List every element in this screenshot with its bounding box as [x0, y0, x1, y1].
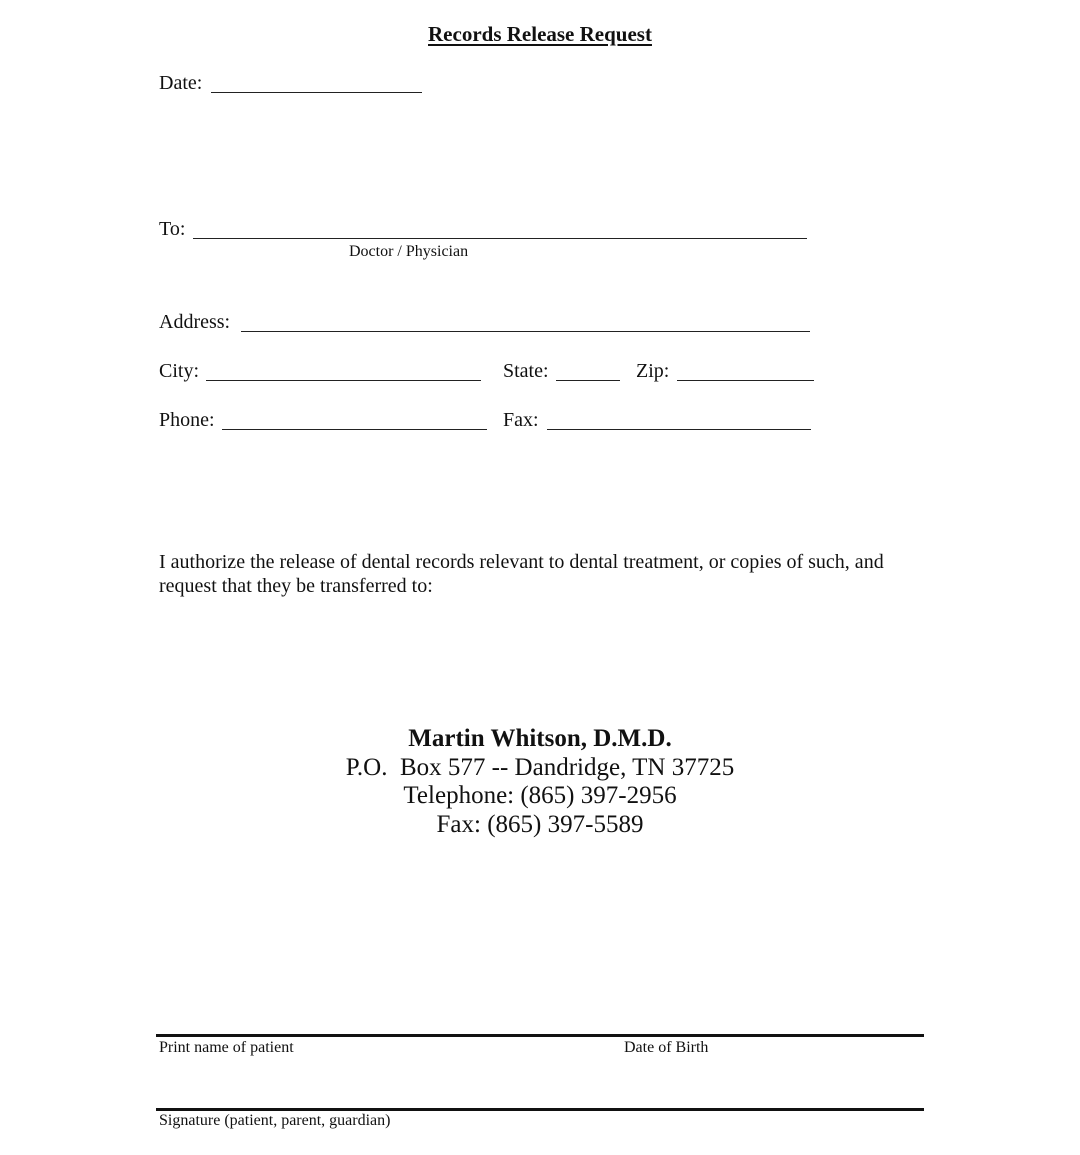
signature-label: Signature (patient, parent, guardian) — [159, 1112, 391, 1129]
fax-label: Fax: — [503, 409, 539, 431]
recipient-fax: Fax: (865) 397-5589 — [436, 810, 644, 838]
print-name-line[interactable] — [156, 1034, 924, 1037]
page-title: Records Release Request — [428, 22, 652, 46]
to-label: To: — [159, 218, 186, 240]
city-field[interactable] — [206, 380, 481, 381]
state-label: State: — [503, 360, 549, 382]
recipient-telephone: Telephone: (865) 397-2956 — [403, 782, 677, 809]
print-name-label: Print name of patient — [159, 1039, 294, 1056]
recipient-name: Martin Whitson, D.M.D. — [408, 725, 672, 752]
address-label: Address: — [159, 311, 231, 333]
address-field[interactable] — [241, 331, 810, 332]
recipient-address: P.O. Box 577 -- Dandridge, TN 37725 — [345, 753, 735, 781]
authorization-text: I authorize the release of dental records relevant to dental treatment, or copies of such, and request that they be transferred to: — [159, 551, 884, 597]
phone-label: Phone: — [159, 409, 215, 431]
to-sublabel: Doctor / Physician — [349, 243, 469, 260]
date-label: Date: — [159, 72, 203, 94]
phone-field[interactable] — [222, 429, 487, 430]
date-field[interactable] — [211, 92, 422, 93]
to-field[interactable] — [193, 238, 807, 239]
fax-field[interactable] — [547, 429, 811, 430]
dob-label: Date of Birth — [624, 1039, 709, 1056]
signature-line[interactable] — [156, 1108, 924, 1111]
city-label: City: — [159, 360, 200, 382]
zip-label: Zip: — [636, 360, 670, 382]
zip-field[interactable] — [677, 380, 814, 381]
recipient-block — [0, 725, 1080, 839]
state-field[interactable] — [556, 380, 620, 381]
